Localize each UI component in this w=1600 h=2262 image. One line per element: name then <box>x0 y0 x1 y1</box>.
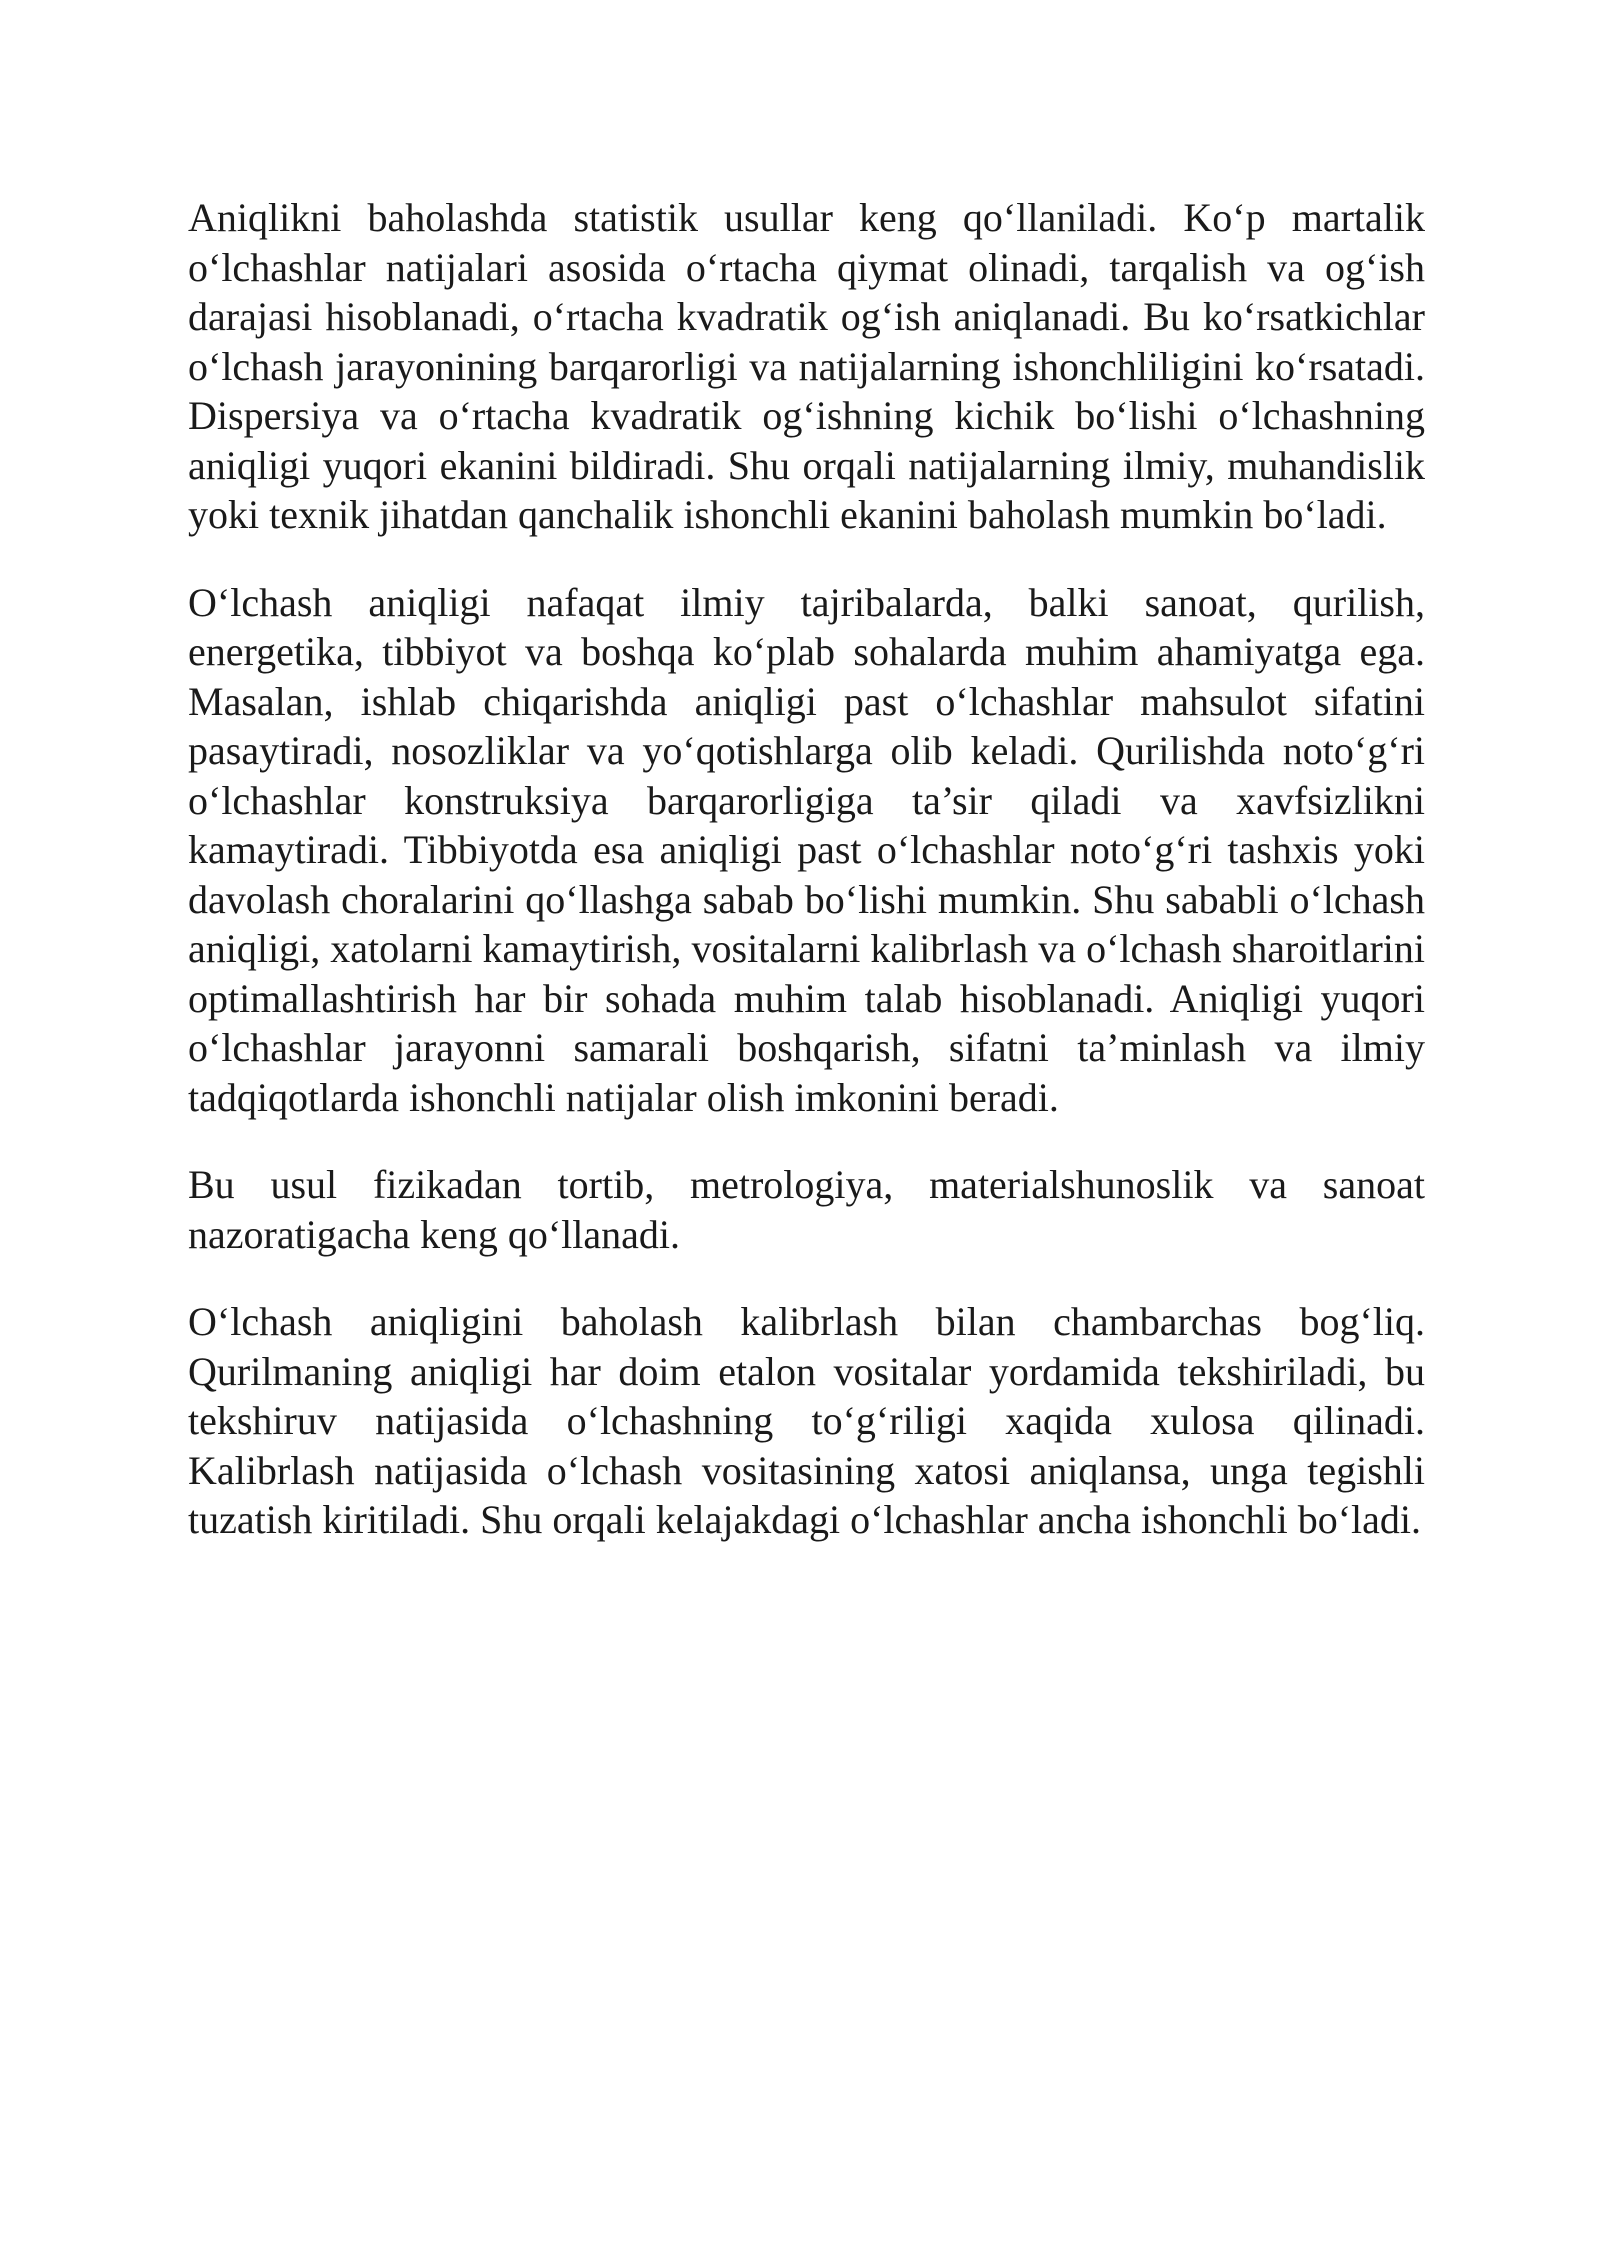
paragraph-method-usage: Bu usul fizikadan tortib, metrologiya, materialshunoslik va sanoat nazoratigacha keng qo‘llanadi. <box>188 1162 1425 1257</box>
paragraph-calibration: O‘lchash aniqligini baholash kalibrlash bilan chambarchas bog‘liq. Qurilmaning aniqligi har doim etalon vositalar yordamida tekshiriladi, bu tekshiruv natijasida o‘lchashning to‘g‘riligi xaqida xulosa qilinadi. Kalibrlash natijasida o‘lchash vositasining xatosi aniqlansa, unga tegishli tuzatish kiritiladi. Shu orqali kelajakdagi o‘lchashlar ancha ishonchli bo‘ladi. <box>188 1299 1425 1542</box>
paragraph-measurement-accuracy-fields: O‘lchash aniqligi nafaqat ilmiy tajribalarda, balki sanoat, qurilish, energetika, tibbiyot va boshqa ko‘plab sohalarda muhim ahamiyatga ega. Masalan, ishlab chiqarishda aniqligi past o‘lchashlar mahsulot sifatini pasaytiradi, nosozliklar va yo‘qotishlarga olib keladi. Qurilishda noto‘g‘ri o‘lchashlar konstruksiya barqarorligiga ta’sir qiladi va xavfsizlikni kamaytiradi. Tibbiyotda esa aniqligi past o‘lchashlar noto‘g‘ri tashxis yoki davolash choralarini qo‘llashga sabab bo‘lishi mumkin. Shu sababli o‘lchash aniqligi, xatolarni kamaytirish, vositalarni kalibrlash va o‘lchash sharoitlarini optimallashtirish har bir sohada muhim talab hisoblanadi. Aniqligi yuqori o‘lchashlar jarayonni samarali boshqarish, sifatni ta’minlash va ilmiy tadqiqotlarda ishonchli natijalar olish imkonini beradi. <box>188 579 1425 1120</box>
document-body <box>188 193 1425 1583</box>
paragraph-statistical-methods: Aniqlikni baholashda statistik usullar keng qo‘llaniladi. Ko‘p martalik o‘lchashlar natijalari asosida o‘rtacha qiymat olinadi, tarqalish va og‘ish darajasi hisoblanadi, o‘rtacha kvadratik og‘ish aniqlanadi. Bu ko‘rsatkichlar o‘lchash jarayonining barqarorligi va natijalarning ishonchliligini ko‘rsatadi. Dispersiya va o‘rtacha kvadratik og‘ishning kichik bo‘lishi o‘lchashning aniqligi yuqori ekanini bildiradi. Shu orqali natijalarning ilmiy, muhandislik yoki texnik jihatdan qanchalik ishonchli ekanini baholash mumkin bo‘ladi. <box>188 195 1425 537</box>
